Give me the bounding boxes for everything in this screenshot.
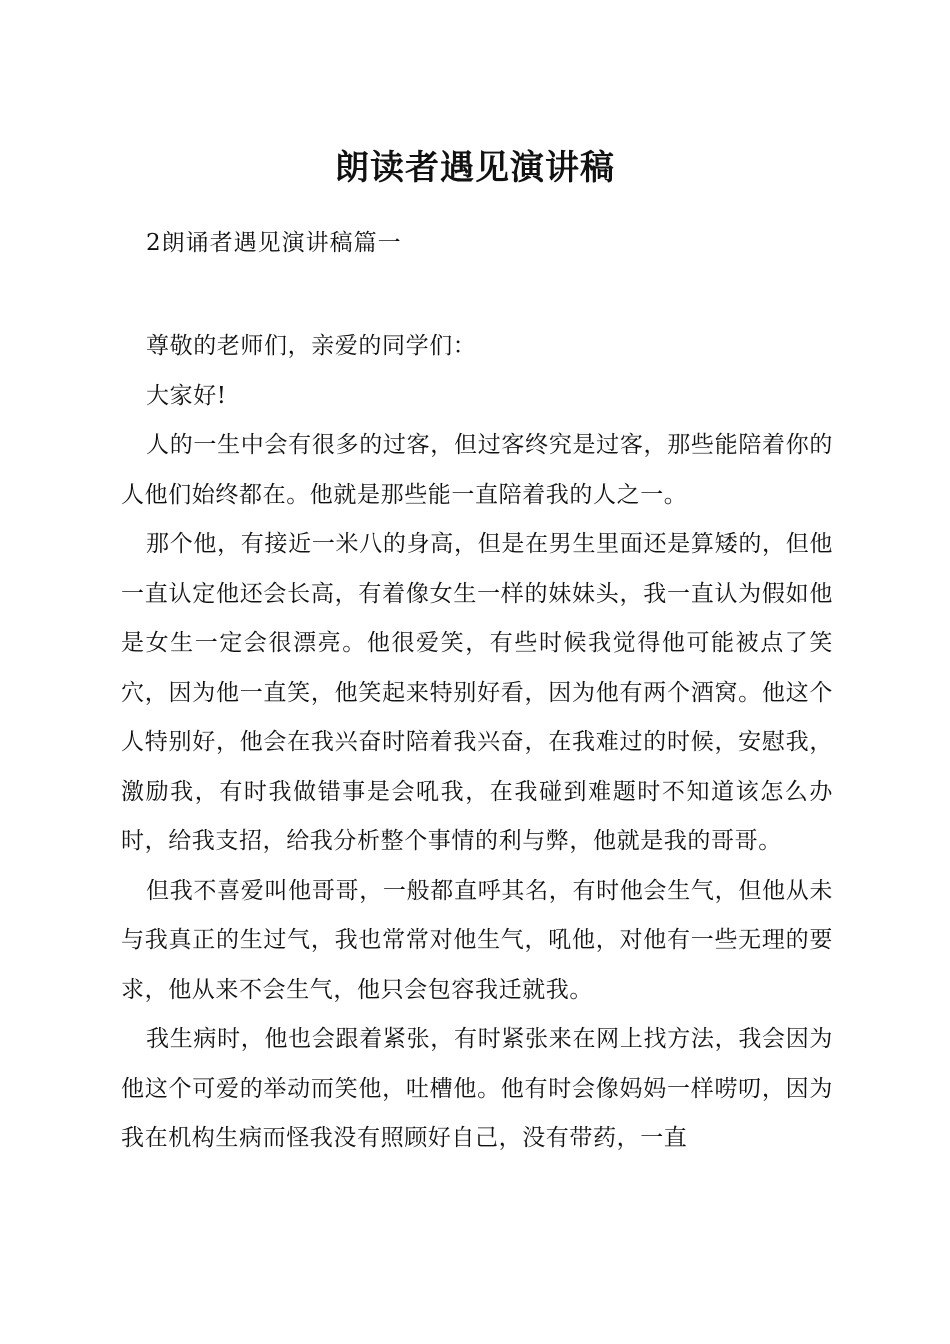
document-title: 朗读者遇见演讲稿 [335,148,615,188]
paragraph-hello: 大家好! [146,382,227,409]
paragraph-description: 那个他，有接近一米八的身高，但是在男生里面还是算矮的，但他一直认定他还会长高，有着像女生一样的妹妹头，我一直认为假如他是女生一定会很漂亮。他很爱笑，有些时候我觉得他可能被点了笑穴，因为他一直笑，他笑起来特别好看，因为他有两个酒窝。他这个人特别好，他会在我兴奋时陪着我兴奋，在我难过的时候，安慰我，激励我，有时我做错事是会吼我，在我碰到难题时不知道该怎么办时，给我支招，给我分析整个事情的利与弊，他就是我的哥哥。 [121,531,833,854]
paragraph-intro: 人的一生中会有很多的过客，但过客终究是过客，那些能陪着你的人他们始终都在。他就是那些能一直陪着我的人之一。 [121,432,833,508]
paragraph-illness: 我生病时，他也会跟着紧张，有时紧张来在网上找方法，我会因为他这个可爱的举动而笑他，吐槽他。他有时会像妈妈一样唠叨，因为我在机构生病而怪我没有照顾好自己，没有带药，一直 [121,1026,833,1151]
paragraph-relationship: 但我不喜爱叫他哥哥，一般都直呼其名，有时他会生气，但他从未与我真正的生过气，我也常常对他生气，吼他，对他有一些无理的要求，他从来不会生气，他只会包容我迁就我。 [121,877,833,1003]
document-subtitle: 2朗诵者遇见演讲稿篇一 [146,230,402,256]
document-body [121,322,833,1164]
paragraph-greeting: 尊敬的老师们，亲爱的同学们： [146,333,477,359]
